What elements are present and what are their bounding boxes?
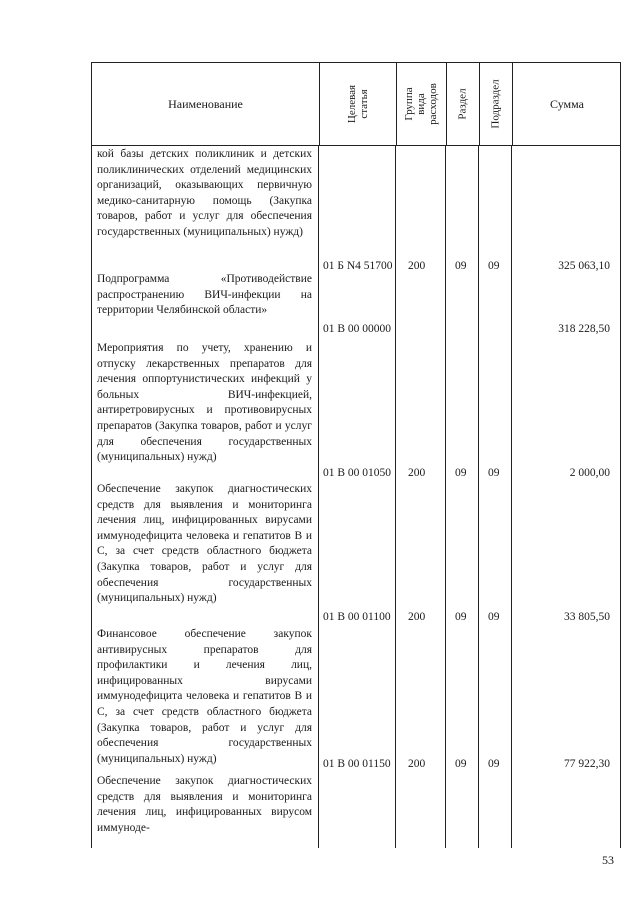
row-subsection: 09 <box>488 758 500 770</box>
column-rule <box>395 146 396 848</box>
row-section: 09 <box>455 467 467 479</box>
row-section: 09 <box>455 611 467 623</box>
row-group: 200 <box>408 467 426 479</box>
row-name: Мероприятия по учету, хранению и отпуску лекарственных препаратов для лечения оппортунистических инфекций у больных ВИЧ-инфекцией, антиретровирусных и противовирусных препаратов (Закупка товаров, работ и услуг для обеспечения государственных (муниципальных) нужд) <box>97 342 312 464</box>
row-name: Обеспечение закупок диагностических средств для выявления и мониторинга лечения лиц, инфицированных вирусами иммунодефицита человека и гепатитов В и С, за счет средств областного бюджета (Закупка товаров, работ и услуг для обеспечения государственных (муниципальных) нужд) <box>97 483 312 605</box>
row-group: 200 <box>408 611 426 623</box>
row-subsection: 09 <box>488 260 500 272</box>
row-name: Финансовое обеспечение закупок антивирусных препаратов для профилактики и лечения лиц, инфицированных вирусами иммунодефицита человека и гепатитов В и С, за счет средств областного бюджета (Закупка товаров, работ и услуг для обеспечения государственных (муниципальных) нужд) <box>97 628 312 765</box>
row-code: 01 В 00 01150 <box>323 758 391 770</box>
row-code: 01 В 00 01050 <box>323 467 392 479</box>
table-header <box>91 62 621 146</box>
row-group: 200 <box>408 758 426 770</box>
row-sum: 2 000,00 <box>569 467 610 479</box>
row-group: 200 <box>408 260 426 272</box>
column-rule <box>620 146 621 848</box>
row-sum: 325 063,10 <box>558 260 610 272</box>
row-section: 09 <box>455 260 467 272</box>
row-subsection: 09 <box>488 467 500 479</box>
column-rule <box>478 146 479 848</box>
column-rule <box>511 146 512 848</box>
column-rule <box>91 146 92 848</box>
row-name: кой базы детских поликлиник и детских поликлинических отделений медицинских организаций, оказывающих первичную медико-санитарную помощь (Закупка товаров, работ и услуг для обеспечения государственных (муниципальных) нужд) <box>97 148 312 238</box>
row-sum: 33 805,50 <box>564 611 610 623</box>
row-code: 01 В 00 01100 <box>323 611 391 623</box>
header-section: Раздел <box>456 88 469 120</box>
header-group: Группа вида расходов <box>403 83 439 125</box>
header-name: Наименование <box>168 96 243 111</box>
row-sum: 318 228,50 <box>558 323 610 335</box>
header-sum: Сумма <box>550 96 584 111</box>
header-target: Целевая статья <box>345 84 370 124</box>
row-name: Обеспечение закупок диагностических средств для выявления и мониторинга лечения лиц, инфицированных вирусом иммуноде- <box>97 775 312 834</box>
column-rule <box>318 146 319 848</box>
page-number: 53 <box>602 853 614 867</box>
row-name: Подпрограмма «Противодействие распространению ВИЧ-инфекции на территории Челябинской области» <box>97 273 312 317</box>
row-section: 09 <box>455 758 467 770</box>
column-rule <box>445 146 446 848</box>
row-code: 01 Б N4 51700 <box>323 260 393 272</box>
row-code: 01 В 00 00000 <box>323 323 392 335</box>
header-subsection: Подраздел <box>489 79 502 129</box>
row-sum: 77 922,30 <box>564 758 610 770</box>
row-subsection: 09 <box>488 611 500 623</box>
